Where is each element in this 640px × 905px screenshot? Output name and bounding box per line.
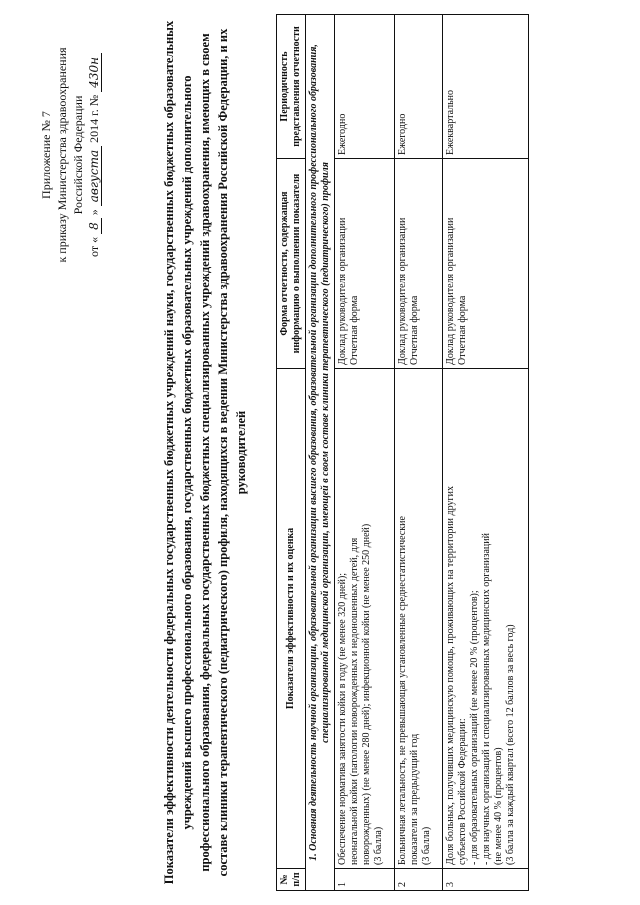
row-indicator bbox=[443, 369, 529, 869]
indicator-line: (не менее 40 % (процентов) bbox=[493, 747, 504, 865]
date-day-handwritten: 8 bbox=[87, 218, 102, 234]
row-indicator bbox=[395, 369, 443, 869]
table-row bbox=[395, 15, 443, 891]
date-month-handwritten: августа bbox=[87, 146, 102, 206]
form-line: Доклад руководителя организации bbox=[397, 217, 408, 365]
row-periodicity: Ежегодно bbox=[335, 15, 395, 159]
date-mid: » bbox=[87, 209, 101, 216]
header-indicator: Показатели эффективности и их оценка bbox=[277, 369, 306, 869]
header-number: № п/п bbox=[277, 869, 306, 891]
indicators-table bbox=[276, 14, 529, 891]
indicator-line: Обеспечение норматива занятости койки в году (не менее 320 дней); bbox=[337, 572, 348, 865]
appendix-date-line bbox=[86, 25, 102, 285]
row-report-form bbox=[395, 159, 443, 369]
row-number: 1 bbox=[335, 869, 395, 891]
header-periodicity: Периодичность представления отчетности bbox=[277, 15, 306, 159]
indicator-line: (3 балла) bbox=[373, 826, 384, 865]
date-year: 2014 г. № bbox=[87, 94, 101, 143]
indicator-line: неонатальной койки (патологии новорожденных и недоношенных детей, для bbox=[349, 537, 360, 865]
document-title: Показатели эффективности деятельности федеральных государственных бюджетных учреждений науки, государственных бюджетных образовательных учреждений высшего профессионального образования, государственных бюджетных образовательных учреждений дополнительного профессионального образования, федеральных государственных бюджетных специализированных учреждений здравоохранения, имеющих в своем составе клиники терапевтического (педиатрического) профиля, находящихся в ведении Министерства здравоохранения Российской Федерации, и их руководителей bbox=[162, 20, 248, 885]
indicator-line: (3 балла за каждый квартал (всего 12 баллов за весь год) bbox=[505, 624, 516, 865]
table-row bbox=[335, 15, 395, 891]
indicator-line: - для образовательных организаций (не менее 20 % (процентов); bbox=[469, 590, 480, 865]
row-periodicity: Ежегодно bbox=[395, 15, 443, 159]
indicator-line: субъектов Российской Федерации: bbox=[457, 718, 468, 865]
indicator-line: новорожденных) (не менее 280 дней); инфекционной койки (не менее 250 дней) bbox=[361, 523, 372, 865]
appendix-number: Приложение № 7 bbox=[39, 111, 53, 199]
table-header-row bbox=[277, 15, 306, 891]
row-number: 2 bbox=[395, 869, 443, 891]
section-row bbox=[306, 15, 335, 891]
indicator-line: Больничная летальность, не превышающая установленные среднестатистические bbox=[397, 516, 408, 865]
form-line: Доклад руководителя организации bbox=[445, 217, 456, 365]
order-number-handwritten: 430н bbox=[87, 53, 102, 92]
row-number: 3 bbox=[443, 869, 529, 891]
form-line: Отчетная форма bbox=[349, 295, 360, 365]
form-line: Доклад руководителя организации bbox=[337, 217, 348, 365]
indicator-line: Доля больных, получивших медицинскую помощь, проживающих на территории других bbox=[445, 486, 456, 865]
indicator-line: показатели за предыдущий год bbox=[409, 733, 420, 865]
row-periodicity: Ежеквартально bbox=[443, 15, 529, 159]
form-line: Отчетная форма bbox=[409, 295, 420, 365]
section-title: 1. Основная деятельность научной организации, образовательной организации высшего образования, образовательной организации дополнительного профессионального образования, специализированной медицинской организации, имеющей в своем составе клиники терапевтического (педиатрического) профиля bbox=[306, 15, 335, 891]
row-report-form bbox=[443, 159, 529, 369]
row-report-form bbox=[335, 159, 395, 369]
form-line: Отчетная форма bbox=[457, 295, 468, 365]
header-report-form: Форма отчетности, содержащая информацию о выполнении показателя bbox=[277, 159, 306, 369]
indicator-line: (3 балла) bbox=[421, 826, 432, 865]
appendix-block bbox=[38, 25, 102, 285]
indicator-line: - для научных организаций и специализированных медицинских организаций bbox=[481, 533, 492, 865]
table-row bbox=[443, 15, 529, 891]
date-prefix: от « bbox=[87, 236, 101, 257]
appendix-country: Российской Федерации bbox=[71, 95, 85, 215]
appendix-order-ref: к приказу Министерства здравоохранения bbox=[55, 47, 69, 263]
row-indicator bbox=[335, 369, 395, 869]
